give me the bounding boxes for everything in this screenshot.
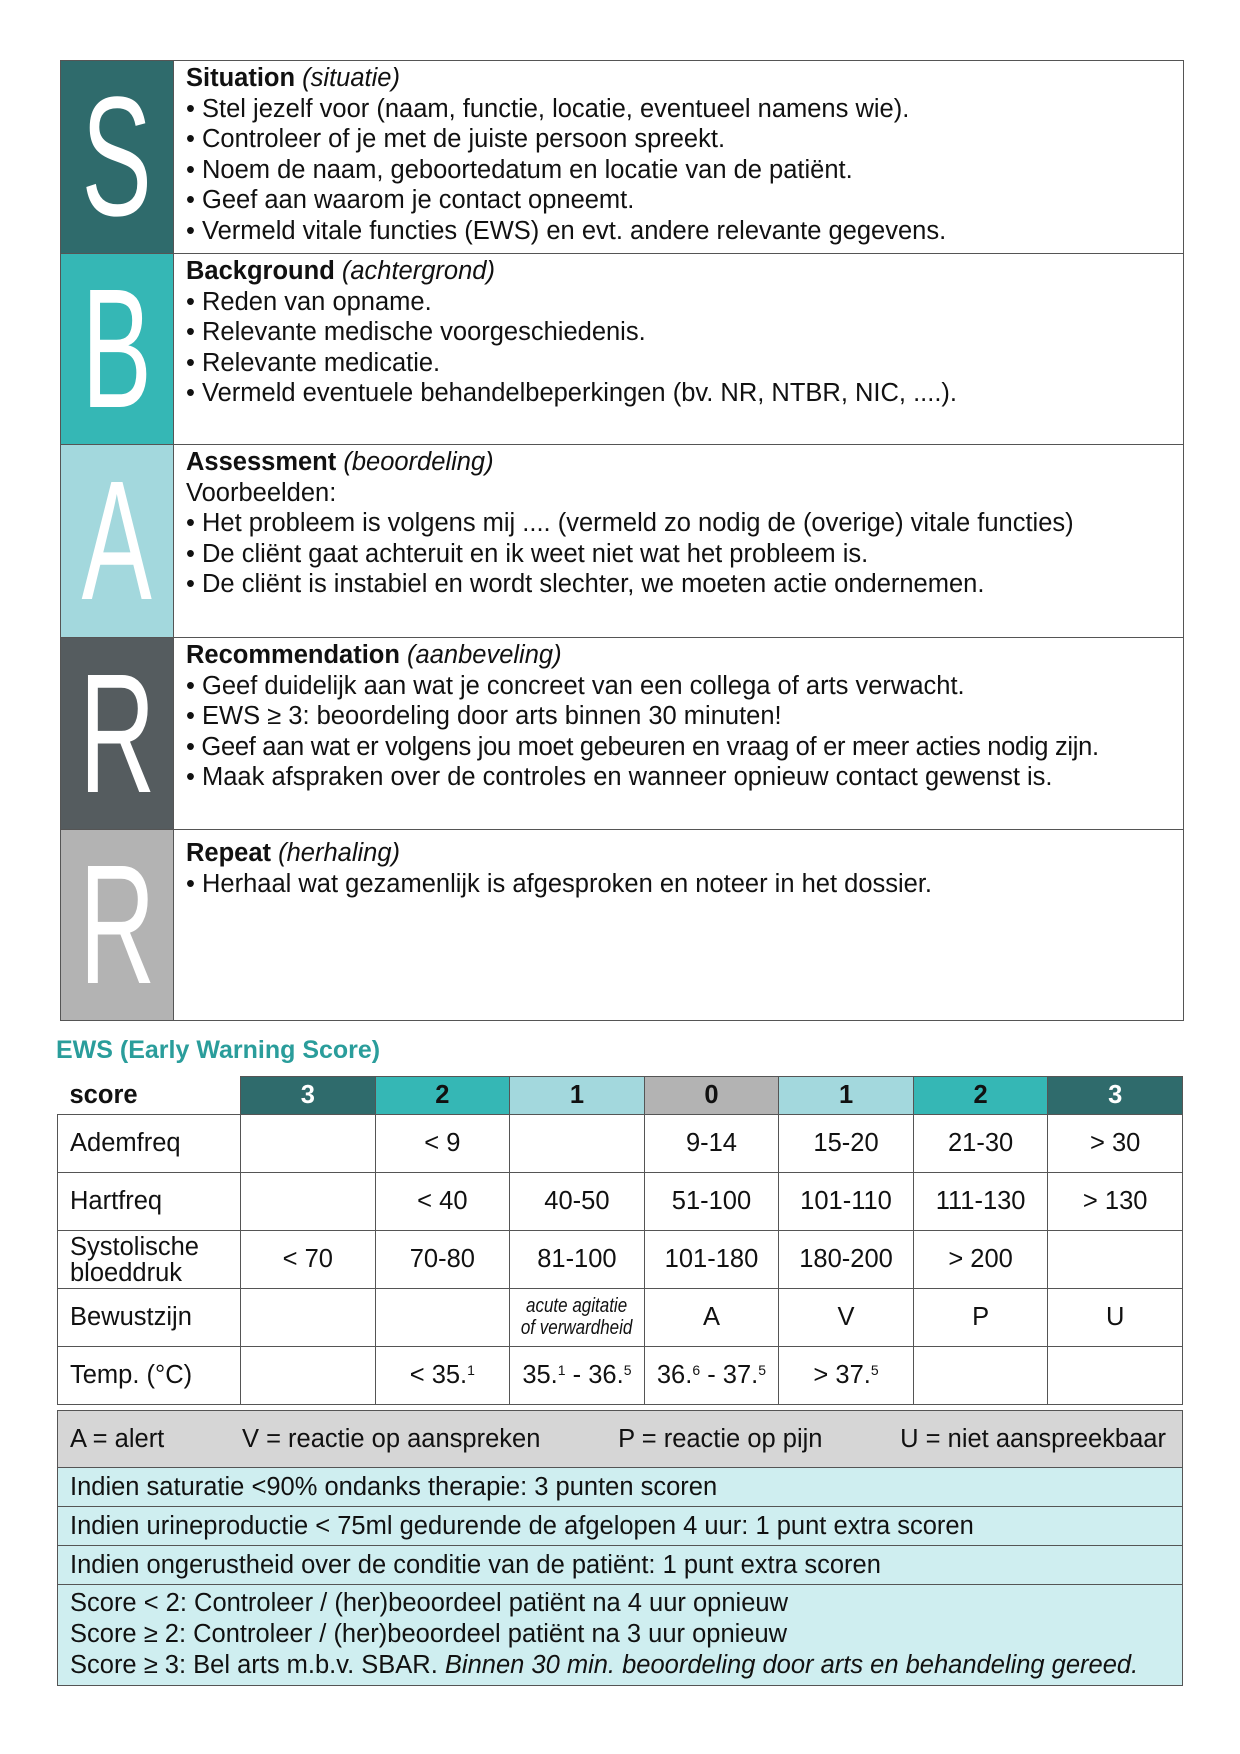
- table-cell: < 35.$^1$: [375, 1347, 510, 1405]
- table-cell: V: [779, 1289, 914, 1347]
- sbar-row-recommendation: [61, 637, 1183, 829]
- legend-item: P = reactie op pijn: [618, 1424, 823, 1453]
- table-cell: 15-20: [779, 1115, 914, 1173]
- legend-item: U = niet aanspreekbaar: [900, 1424, 1166, 1453]
- score-rule: Score < 2: Controleer / (her)beoordeel patiënt na 4 uur opnieuw: [70, 1589, 788, 1617]
- table-cell: 70-80: [375, 1231, 510, 1289]
- table-cell-agitation: [510, 1289, 645, 1347]
- sbar-letter-r: R: [61, 638, 173, 829]
- table-cell: [241, 1347, 376, 1405]
- note-urine: Indien urineproductie < 75ml gedurende de afgelopen 4 uur: 1 punt extra scoren: [58, 1506, 1182, 1545]
- sbar-body-situation: [173, 61, 1183, 253]
- sbar-line: • Het probleem is volgens mij .... (vermeld zo nodig de (overige) vitale functies): [186, 509, 1074, 538]
- sbar-line: • Relevante medicatie.: [186, 348, 441, 377]
- sbar-title-repeat: Repeat (herhaling): [186, 839, 401, 867]
- table-cell: < 70: [241, 1231, 376, 1289]
- sbar-row-situation: [61, 61, 1183, 253]
- table-cell: [1048, 1347, 1183, 1405]
- row-label-line: Systolische: [70, 1232, 199, 1261]
- table-cell: < 9: [375, 1115, 510, 1173]
- score-header-cell: 2: [375, 1077, 510, 1115]
- table-cell: > 37.$^5$: [779, 1347, 914, 1405]
- table-cell: P: [913, 1289, 1048, 1347]
- sbar-line: • Geef aan waarom je contact opneemt.: [186, 186, 635, 215]
- sbar-letter-r: R: [61, 830, 173, 1020]
- table-cell: A: [644, 1289, 779, 1347]
- ews-title: EWS (Early Warning Score): [56, 1036, 381, 1064]
- sbar-line: • Relevante medische voorgeschiedenis.: [186, 318, 646, 347]
- score-header-cell: 3: [1048, 1077, 1183, 1115]
- sbar-row-background: [61, 253, 1183, 444]
- table-cell: 35.$^1$ - 36.$^5$: [510, 1347, 645, 1405]
- table-cell: 36.$^6$ - 37.$^5$: [644, 1347, 779, 1405]
- sbar-line: • Controleer of je met de juiste persoon spreekt.: [186, 125, 726, 154]
- table-cell: [913, 1347, 1048, 1405]
- sbar-line: • Geef duidelijk aan wat je concreet van een collega of arts verwacht.: [186, 671, 965, 700]
- sbar-body-assessment: [173, 445, 1183, 637]
- sbar-line: • De cliënt is instabiel en wordt slechter, we moeten actie ondernemen.: [186, 570, 985, 599]
- note-concern: Indien ongerustheid over de conditie van de patiënt: 1 punt extra scoren: [58, 1545, 1182, 1584]
- sbar-line: • EWS ≥ 3: beoordeling door arts binnen 30 minuten!: [186, 702, 782, 731]
- sbar-title-assessment: Assessment (beoordeling): [186, 448, 494, 476]
- score-header-cell: 1: [779, 1077, 914, 1115]
- table-cell: 101-180: [644, 1231, 779, 1289]
- table-cell: > 130: [1048, 1173, 1183, 1231]
- ews-table: [57, 1076, 1183, 1405]
- agitation-line: of verwardheid: [521, 1316, 633, 1339]
- legend-item: V = reactie op aanspreken: [241, 1424, 541, 1453]
- score-header-cell: 0: [644, 1077, 779, 1115]
- row-label: Bewustzijn: [58, 1289, 241, 1347]
- score-header-cell: 1: [510, 1077, 645, 1115]
- score-header-cell: 3: [241, 1077, 376, 1115]
- sbar-line: • Noem de naam, geboortedatum en locatie van de patiënt.: [186, 155, 853, 184]
- score-rule: Score ≥ 2: Controleer / (her)beoordeel patiënt na 3 uur opnieuw: [70, 1620, 788, 1648]
- note-saturation: Indien saturatie <90% ondanks therapie: 3 punten scoren: [58, 1467, 1182, 1506]
- table-cell: 21-30: [913, 1115, 1048, 1173]
- sbar-row-repeat: [61, 829, 1183, 1020]
- sbar-letter-b: B: [61, 254, 173, 444]
- sbar-line: • Vermeld vitale functies (EWS) en evt. andere relevante gegevens.: [186, 216, 947, 245]
- table-cell: U: [1048, 1289, 1183, 1347]
- score-header-cell: 2: [913, 1077, 1048, 1115]
- table-cell: [1048, 1231, 1183, 1289]
- sbar-body-recommendation: [173, 638, 1183, 829]
- sbar-line: • Herhaal wat gezamenlijk is afgesproken en noteer in het dossier.: [186, 869, 933, 898]
- ews-row-bloeddruk: [58, 1231, 1183, 1289]
- table-cell: < 40: [375, 1173, 510, 1231]
- row-label: Hartfreq: [58, 1173, 241, 1231]
- sbar-line: • Reden van opname.: [186, 287, 432, 316]
- sbar-letter-a: A: [61, 445, 173, 637]
- table-cell: 51-100: [644, 1173, 779, 1231]
- legend-item: A = alert: [70, 1424, 165, 1453]
- table-cell: 9-14: [644, 1115, 779, 1173]
- ews-row-ademfreq: [58, 1115, 1183, 1173]
- table-cell: > 200: [913, 1231, 1048, 1289]
- ews-row-hartfreq: [58, 1173, 1183, 1231]
- ews-notes: [57, 1410, 1183, 1686]
- table-cell: 111-130: [913, 1173, 1048, 1231]
- row-label-line: bloeddruk: [70, 1258, 182, 1287]
- score-rules: [58, 1584, 1182, 1685]
- sbar-line: • Maak afspraken over de controles en wanneer opnieuw contact gewenst is.: [186, 763, 1053, 792]
- table-cell: 180-200: [779, 1231, 914, 1289]
- row-label: Ademfreq: [58, 1115, 241, 1173]
- sbar-letter-s: S: [61, 61, 173, 253]
- row-label: [58, 1231, 241, 1289]
- table-cell: 40-50: [510, 1173, 645, 1231]
- ews-header-row: [58, 1077, 1183, 1115]
- sbar-line: • Vermeld eventuele behandelbeperkingen (bv. NR, NTBR, NIC, ....).: [186, 379, 957, 408]
- sbar-line: Voorbeelden:: [186, 478, 337, 507]
- sbar-line: • De cliënt gaat achteruit en ik weet niet wat het probleem is.: [186, 539, 869, 568]
- score-rule: Score ≥ 3: Bel arts m.b.v. SBAR. Binnen 30 min. beoordeling door arts en behandeling gereed.: [70, 1651, 1139, 1679]
- table-cell: [241, 1289, 376, 1347]
- sbar-body-repeat: [173, 830, 1183, 1020]
- table-cell: [510, 1115, 645, 1173]
- table-cell: 101-110: [779, 1173, 914, 1231]
- score-label: score: [69, 1080, 138, 1109]
- sbar-title-situation: Situation (situatie): [186, 64, 400, 92]
- sbar-title-recommendation: Recommendation (aanbeveling): [186, 641, 562, 669]
- sbar-row-assessment: [61, 444, 1183, 637]
- sbar-body-background: [173, 254, 1183, 444]
- sbar-title-background: Background (achtergrond): [186, 257, 495, 285]
- ews-row-temp: [58, 1347, 1183, 1405]
- table-cell: > 30: [1048, 1115, 1183, 1173]
- agitation-line: acute agitatie: [526, 1294, 628, 1317]
- table-cell: [241, 1115, 376, 1173]
- sbar-line: • Stel jezelf voor (naam, functie, locatie, eventueel namens wie).: [186, 94, 910, 123]
- sbar-line: • Geef aan wat er volgens jou moet gebeuren en vraag of er meer acties nodig zijn.: [186, 732, 1099, 761]
- consciousness-legend: [58, 1411, 1182, 1467]
- row-label: Temp. (°C): [58, 1347, 241, 1405]
- table-cell: 81-100: [510, 1231, 645, 1289]
- ews-row-bewustzijn: [58, 1289, 1183, 1347]
- sbar-table: [60, 60, 1184, 1021]
- table-cell: [375, 1289, 510, 1347]
- table-cell: [241, 1173, 376, 1231]
